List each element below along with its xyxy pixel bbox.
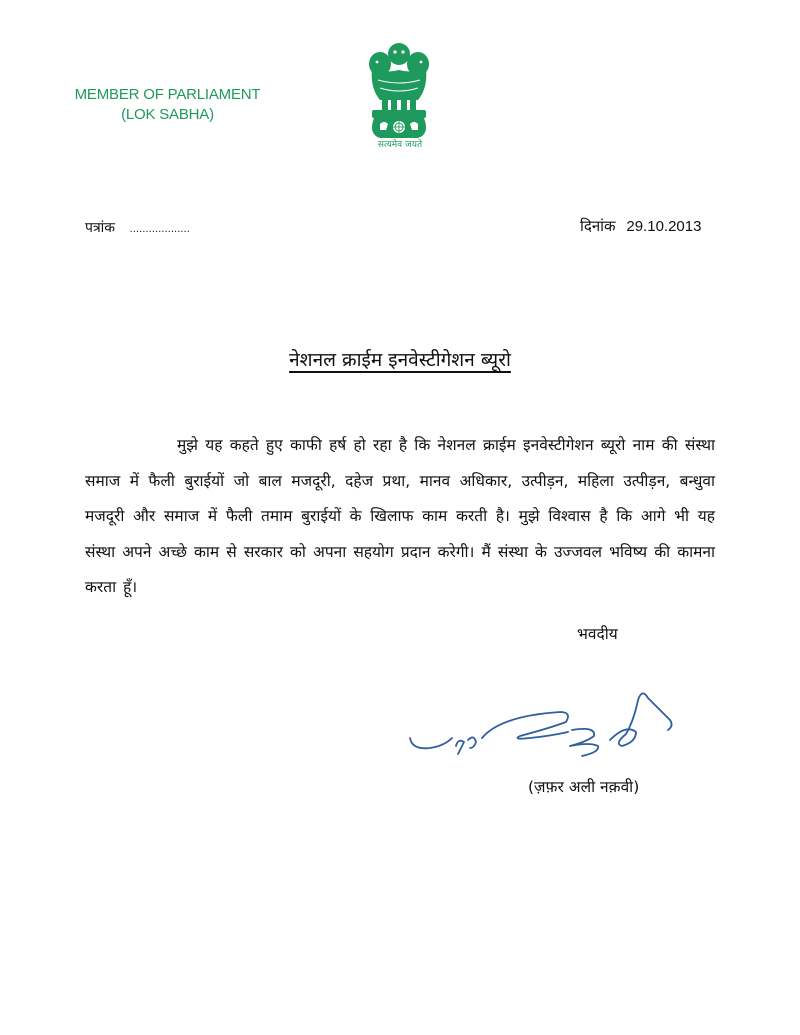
subject-text: नेशनल क्राईम इनवेस्टीगेशन ब्यूरो [289, 349, 511, 371]
reference-number [85, 218, 190, 237]
date-value: 29.10.2013 [626, 218, 702, 235]
letter-closing: भवदीय [577, 625, 618, 643]
letter-body: मुझे यह कहते हुए काफी हर्ष हो रहा है कि नेशनल क्राईम इनवेस्टीगेशन ब्यूरो नाम की संस्था समाज में फैली बुराईयों जो बाल मजदूरी, दहेज प्रथा, मानव अधिकार, उत्पीड़न, महिला उत्पीड़न, बन्धुवा मजदूरी और समाज में फैली तमाम बुराईयों के खिलाफ काम करती है। मुझे विश्वास है कि आगे भी यह संस्था अपने अच्छे काम से सरकार को अपना सहयोग प्रदान करेगी। मैं संस्था के उज्जवल भविष्य की कामना करता हूँ। [85, 436, 715, 596]
designation-line-2: (LOK SABHA) [121, 106, 214, 123]
letter-subject [240, 346, 560, 372]
letterhead-designation [60, 85, 275, 125]
emblem-motto: सत्यमेव जयते [377, 140, 423, 150]
reference-label: पत्रांक [85, 220, 116, 236]
signature-image [400, 680, 700, 770]
date-label: दिनांक [580, 217, 616, 235]
signatory-name: (ज़फ़र अली नक़वी) [528, 778, 640, 796]
designation-line-1: MEMBER OF PARLIAMENT [74, 86, 261, 103]
letter-date [580, 216, 701, 236]
reference-value: ................... [129, 224, 190, 235]
